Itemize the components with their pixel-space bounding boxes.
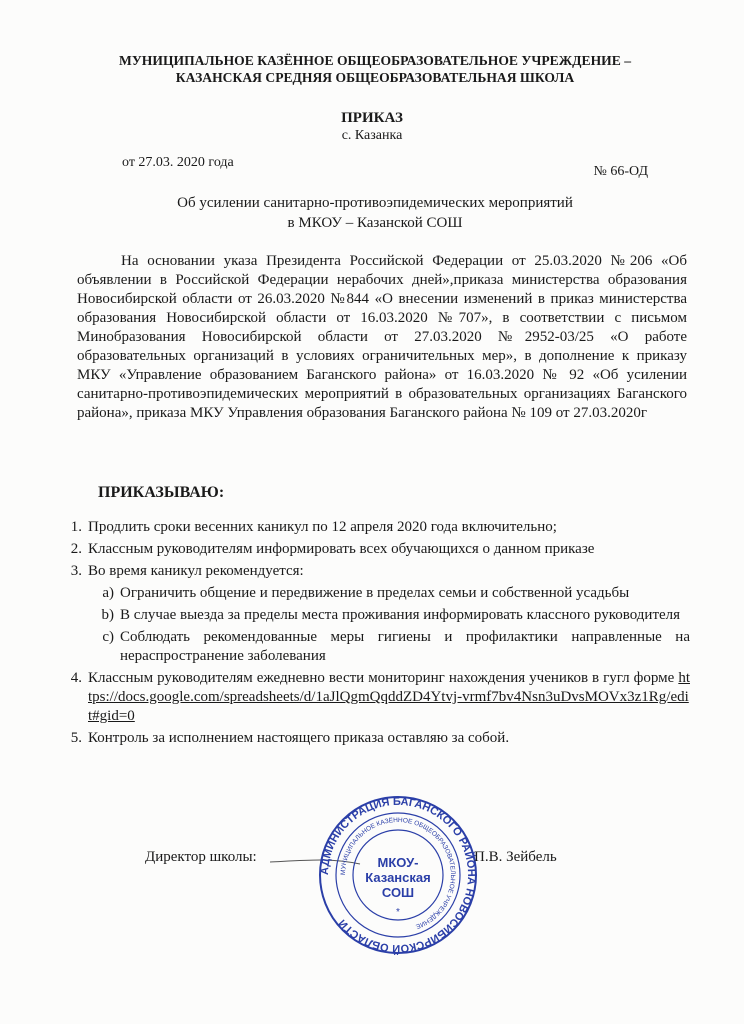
org-line-2: КАЗАНСКАЯ СРЕДНЯЯ ОБЩЕОБРАЗОВАТЕЛЬНАЯ ШКОЛА [175, 70, 575, 85]
list-item-number: 2. [70, 541, 82, 557]
svg-text:*: * [396, 907, 400, 918]
sub-item-text: В случае выезда за пределы места проживания информировать классного руководителя [120, 607, 681, 623]
order-list [60, 518, 690, 751]
document-title: ПРИКАЗ [341, 110, 403, 126]
signer-name: П.В. Зейбель [474, 849, 557, 865]
list-item-text [88, 669, 690, 726]
document-subject [120, 193, 630, 233]
stamp-center-line-1: МКОУ- [377, 855, 419, 870]
stamp-center-line-2: Казанская [365, 870, 431, 885]
sub-list-item [60, 584, 690, 603]
list-item-text: Контроль за исполнением настоящего приказа оставляю за собой. [88, 730, 510, 746]
document-number: № 66-ОД [593, 164, 648, 179]
order-heading: ПРИКАЗЫВАЮ: [98, 484, 225, 501]
sub-item-letter: c) [102, 629, 114, 645]
list-item [60, 518, 690, 537]
sub-item-text: Ограничить общение и передвижение в пределах семьи и собственной усадьбы [120, 585, 630, 601]
preamble-paragraph: На основании указа Президента Российской Федерации от 25.03.2020 №206 «Об объявлении в Российской Федерации нерабочих дней»,приказа министерства образования Новосибирской области от 26.03.2020 №844 «О внесении изменений в приказ министерства образования Новосибирской области от 16.03.2020 №707», в соответствии с письмом Минобразования Новосибирской области от 27.03.2020 №2952-03/25 «О работе образовательных организаций в условиях ограничительных мер», в дополнение к приказу МКУ «Управление образованием Баганского района» от 16.03.2020 № 92 «Об усилении санитарно-противоэпидемических мероприятий в образовательных организациях Баганского района», приказа МКУ Управления образования Баганского района № 109 от 27.03.2020г [77, 253, 687, 421]
sub-item-letter: b) [101, 607, 114, 623]
sub-list-item [60, 628, 690, 666]
sub-item-text: Соблюдать рекомендованные меры гигиены и профилактики направленные на нераспространение заболевания [120, 629, 690, 664]
signer-position: Директор школы: [145, 849, 257, 865]
subject-line-2: в МКОУ – Казанской СОШ [287, 215, 463, 231]
list-item [60, 669, 690, 726]
list-item-number: 1. [70, 519, 82, 535]
list-item-text: Продлить сроки весенних каникул по 12 апреля 2020 года включительно; [88, 519, 557, 535]
sub-item-letter: a) [102, 585, 114, 601]
stamp-inner-text: МУНИЦИПАЛЬНОЕ КАЗЁННОЕ ОБЩЕОБРАЗОВАТЕЛЬНОЕ УЧРЕЖДЕНИЕ [339, 816, 457, 930]
sub-list-item [60, 606, 690, 625]
stamp-outer-text: АДМИНИСТРАЦИЯ БАГАНСКОГО РАЙОНА НОВОСИБИРСКОЙ ОБЛАСТИ [318, 795, 478, 955]
list-item-number: 5. [70, 730, 82, 746]
list-item [60, 562, 690, 581]
organization-name [80, 52, 670, 86]
stamp-center-line-3: СОШ [381, 885, 415, 900]
list-item-text: Во время каникул рекомендуется: [88, 563, 304, 579]
document-date: от 27.03. 2020 года [122, 155, 234, 170]
document-place: с. Казанка [341, 128, 403, 143]
list-item [60, 540, 690, 559]
list-item [60, 729, 690, 748]
list-item-text-part: Классным руководителям ежедневно вести мониторинг нахождения учеников в гугл форме [88, 670, 675, 686]
google-form-link[interactable]: https://docs.google.com/spreadsheets/d/1aJlQgmQqddZD4Ytvj-vrmf7bv4Nsn3uDvsMOVx3z1Rg/edit#gid=0 [88, 670, 690, 724]
org-line-1: МУНИЦИПАЛЬНОЕ КАЗЁННОЕ ОБЩЕОБРАЗОВАТЕЛЬНОЕ УЧРЕЖДЕНИЕ – [118, 53, 631, 68]
list-item-number: 4. [70, 670, 82, 686]
subject-line-1: Об усилении санитарно-противоэпидемических мероприятий [177, 195, 573, 211]
stamp-seal-icon [318, 795, 478, 955]
list-item-text: Классным руководителям информировать всех обучающихся о данном приказе [88, 541, 595, 557]
official-stamp [318, 795, 478, 955]
list-item-number: 3. [70, 563, 82, 579]
